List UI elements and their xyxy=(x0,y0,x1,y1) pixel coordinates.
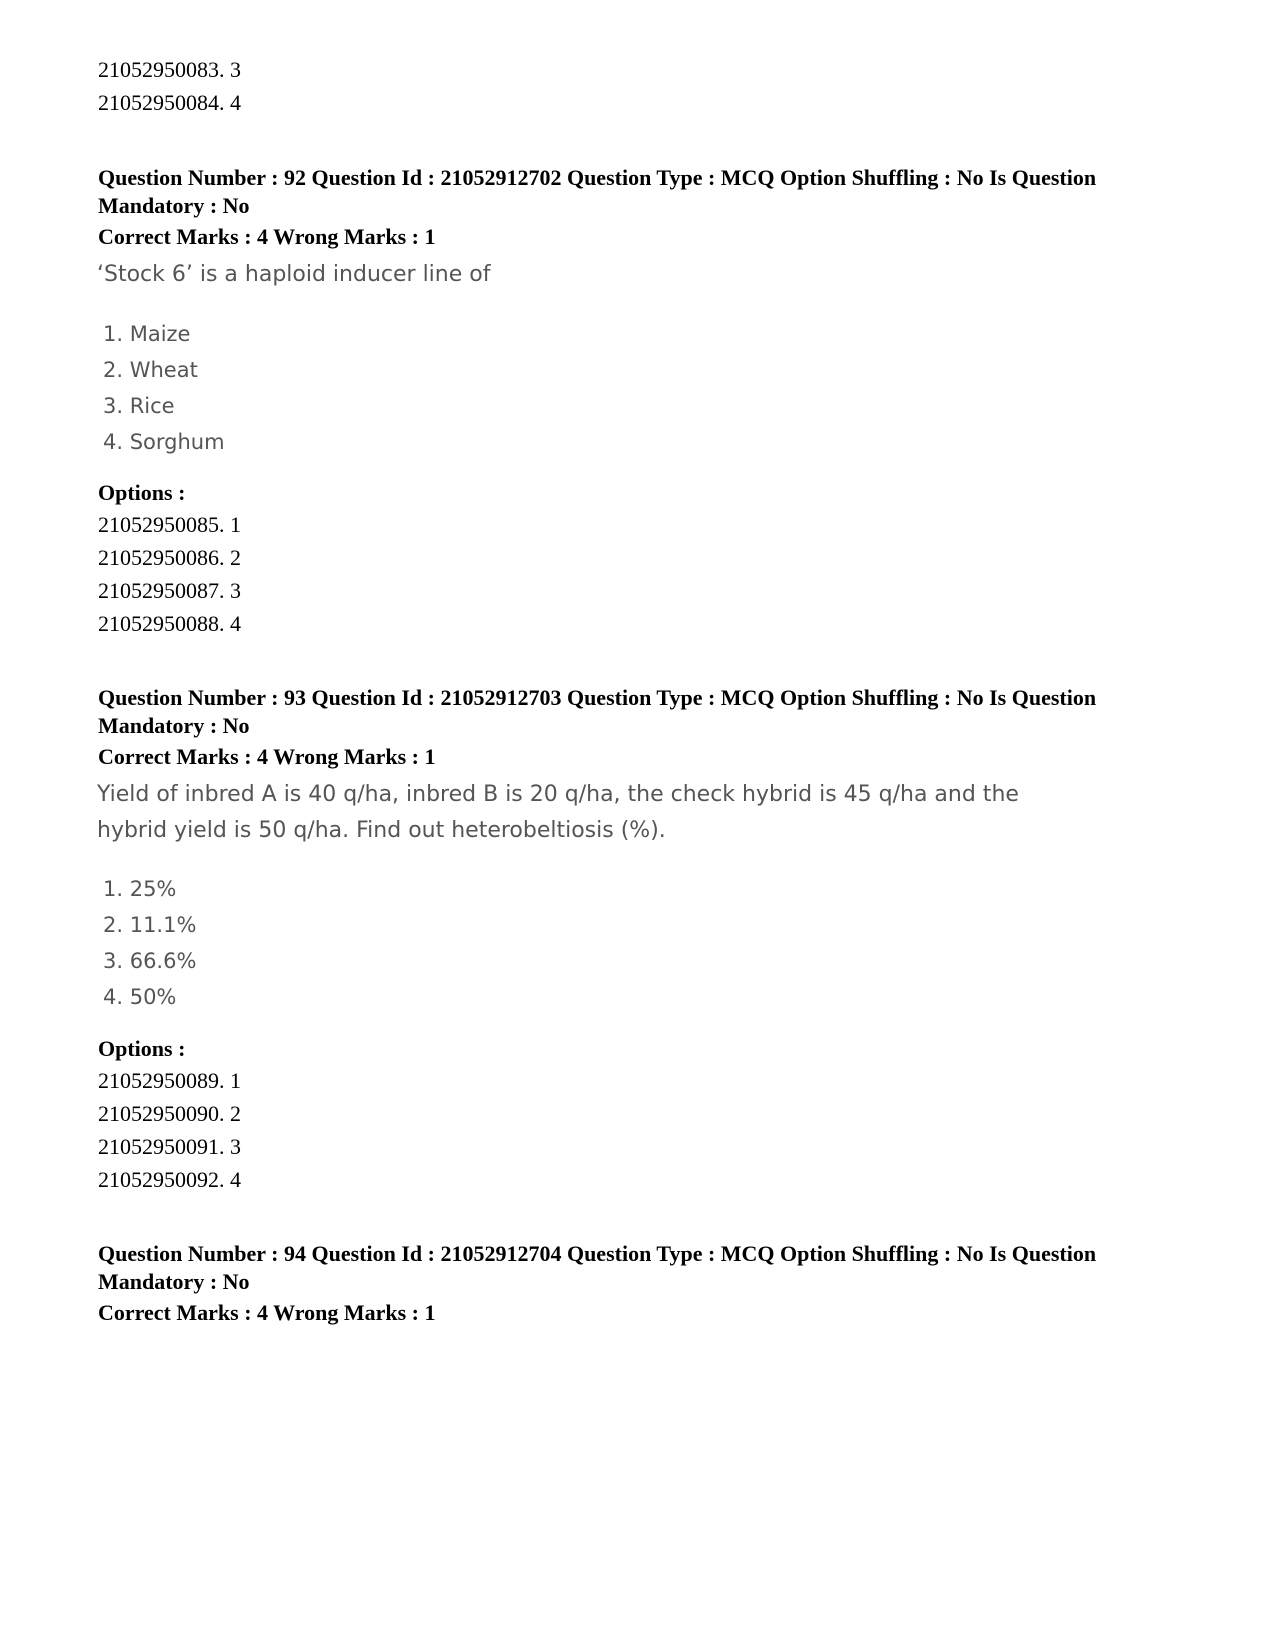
option-line: 21052950087. 3 xyxy=(98,578,241,603)
answer-choice: 2. Wheat xyxy=(103,358,198,382)
question-stem: Yield of inbred A is 40 q/ha, inbred B is 20 q/ha, the check hybrid is 45 q/ha and the hybrid yield is 50 q/ha. Find out heterobeltiosis (%). xyxy=(97,782,1019,843)
answer-choice: 4. 50% xyxy=(103,985,177,1009)
options-label: Options : xyxy=(98,480,186,505)
question-marks: Correct Marks : 4 Wrong Marks : 1 xyxy=(98,1300,436,1325)
question-header: Question Number : 93 Question Id : 21052912703 Question Type : MCQ Option Shuffling : No Is Question Mandatory : No xyxy=(98,685,1097,738)
question-marks: Correct Marks : 4 Wrong Marks : 1 xyxy=(98,224,436,249)
question-header: Question Number : 92 Question Id : 21052912702 Question Type : MCQ Option Shuffling : No Is Question Mandatory : No xyxy=(98,165,1097,218)
option-line: 21052950090. 2 xyxy=(98,1101,241,1126)
option-line: 21052950089. 1 xyxy=(98,1068,241,1093)
option-line: 21052950084. 4 xyxy=(98,90,241,115)
option-line: 21052950085. 1 xyxy=(98,512,241,537)
option-line: 21052950088. 4 xyxy=(98,611,241,636)
question-stem: ‘Stock 6’ is a haploid inducer line of xyxy=(97,262,491,287)
answer-choice: 1. 25% xyxy=(103,877,177,901)
option-line: 21052950091. 3 xyxy=(98,1134,241,1159)
question-header: Question Number : 94 Question Id : 21052912704 Question Type : MCQ Option Shuffling : No Is Question Mandatory : No xyxy=(98,1241,1097,1294)
options-label: Options : xyxy=(98,1036,186,1061)
answer-choice: 1. Maize xyxy=(103,322,191,346)
question-marks: Correct Marks : 4 Wrong Marks : 1 xyxy=(98,744,436,769)
option-line: 21052950086. 2 xyxy=(98,545,241,570)
option-line: 21052950083. 3 xyxy=(98,57,241,82)
answer-choice: 2. 11.1% xyxy=(103,913,197,937)
answer-choice: 3. 66.6% xyxy=(103,949,197,973)
answer-choice: 3. Rice xyxy=(103,394,175,418)
option-line: 21052950092. 4 xyxy=(98,1167,241,1192)
answer-choice: 4. Sorghum xyxy=(103,430,225,454)
